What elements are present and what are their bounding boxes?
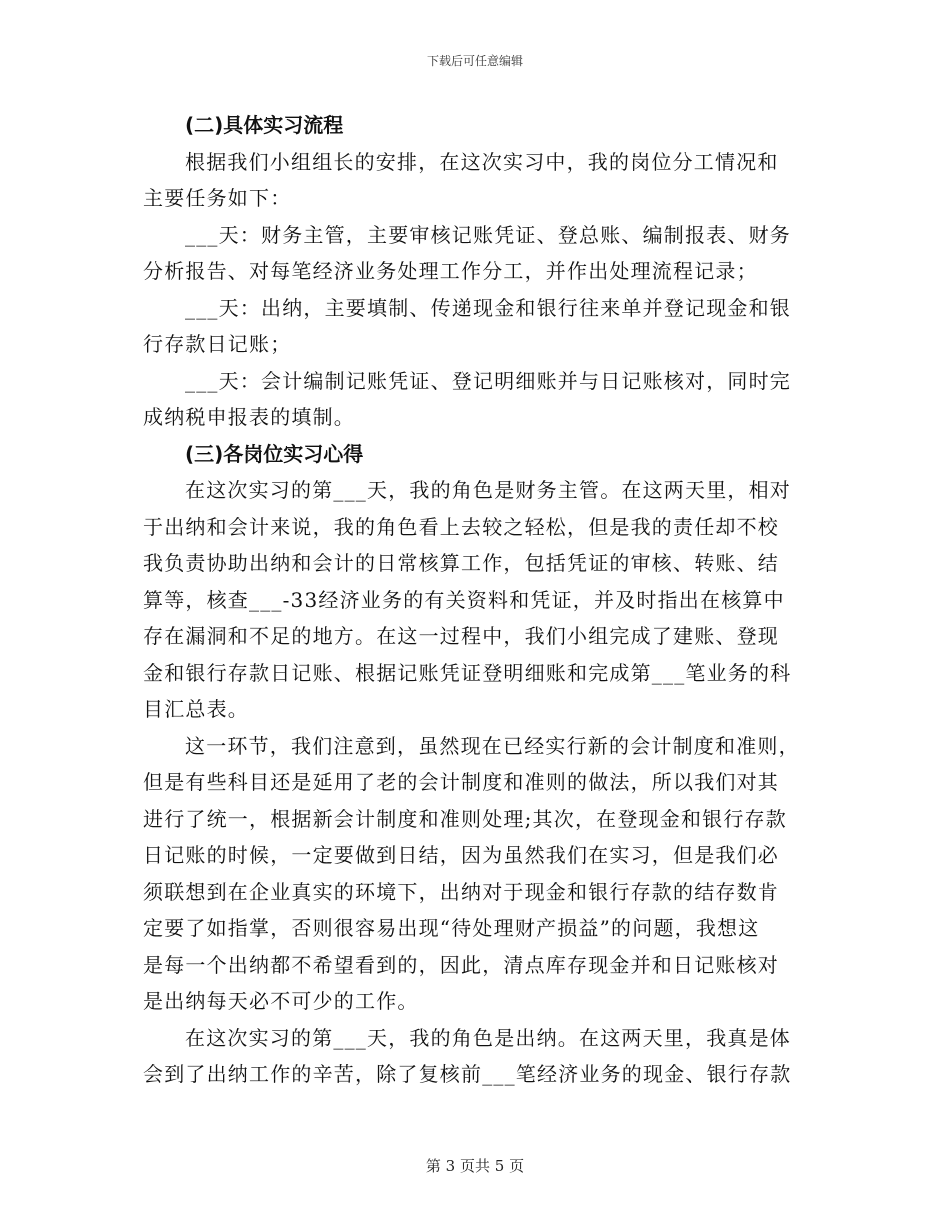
text-line: 金和银行存款日记账、根据记账凭证登明细账和完成第___笔业务的科 bbox=[143, 660, 792, 685]
text-line: 根据我们小组组长的安排，在这次实习中，我的岗位分工情况和 bbox=[185, 149, 779, 174]
text-line: 行存款日记账； bbox=[143, 332, 292, 356]
text-line: 日记账的时候，一定要做到日结，因为虽然我们在实习，但是我们必 bbox=[143, 843, 779, 867]
text-line: 于出纳和会计来说，我的角色看上去较之轻松，但是我的责任却不校 bbox=[143, 514, 779, 539]
text-line: 算等，核查___-33经济业务的有关资料和凭证，并及时指出在核算中 bbox=[143, 587, 785, 612]
text-line: 定要了如指掌，否则很容易出现“待处理财产损益”的问题，我想这 bbox=[143, 916, 760, 940]
text-line: 目汇总表。 bbox=[143, 697, 249, 721]
text-line: 是每一个出纳都不希望看到的，因此，清点库存现金并和日记账核对 bbox=[143, 952, 779, 977]
text-line: 分析报告、对每笔经济业务处理工作分工，并作出处理流程记录； bbox=[143, 259, 758, 283]
text-line: 在这次实习的第___天，我的角色是出纳。在这两天里，我真是体 bbox=[185, 1025, 791, 1050]
section-heading: (二)具体实习流程 bbox=[185, 113, 344, 137]
text-line: 是出纳每天必不可少的工作。 bbox=[143, 989, 419, 1013]
text-line: 存在漏洞和不足的地方。在这一过程中，我们小组完成了建账、登现 bbox=[143, 624, 779, 648]
text-line: 成纳税申报表的填制。 bbox=[143, 405, 355, 429]
text-line: 进行了统一，根据新会计制度和准则处理;其次，在登现金和银行存款 bbox=[143, 806, 787, 831]
page-footer: 第 3 页共 5 页 bbox=[425, 1157, 525, 1175]
document-body bbox=[143, 107, 807, 1093]
section-heading: (三)各岗位实习心得 bbox=[185, 441, 364, 466]
header-note: 下载后可任意编辑 bbox=[426, 54, 523, 68]
text-line: 会到了出纳工作的辛苦，除了复核前___笔经济业务的现金、银行存款 bbox=[143, 1062, 792, 1086]
text-line: 主要任务如下： bbox=[143, 186, 292, 210]
text-line: 在这次实习的第___天，我的角色是财务主管。在这两天里，相对 bbox=[185, 478, 791, 502]
text-line: 我负责协助出纳和会计的日常核算工作，包括凭证的审核、转账、结 bbox=[143, 551, 779, 575]
text-line: 但是有些科目还是延用了老的会计制度和准则的做法，所以我们对其 bbox=[143, 770, 779, 794]
text-line: ___天：出纳，主要填制、传递现金和银行往来单并登记现金和银 bbox=[185, 295, 791, 320]
text-line: 须联想到在企业真实的环境下，出纳对于现金和银行存款的结存数肯 bbox=[143, 879, 779, 904]
text-line: 这一环节，我们注意到，虽然现在已经实行新的会计制度和准则， bbox=[185, 733, 800, 758]
text-line: ___天：财务主管，主要审核记账凭证、登总账、编制报表、财务 bbox=[185, 222, 791, 247]
text-line: ___天：会计编制记账凭证、登记明细账并与日记账核对，同时完 bbox=[185, 368, 791, 393]
